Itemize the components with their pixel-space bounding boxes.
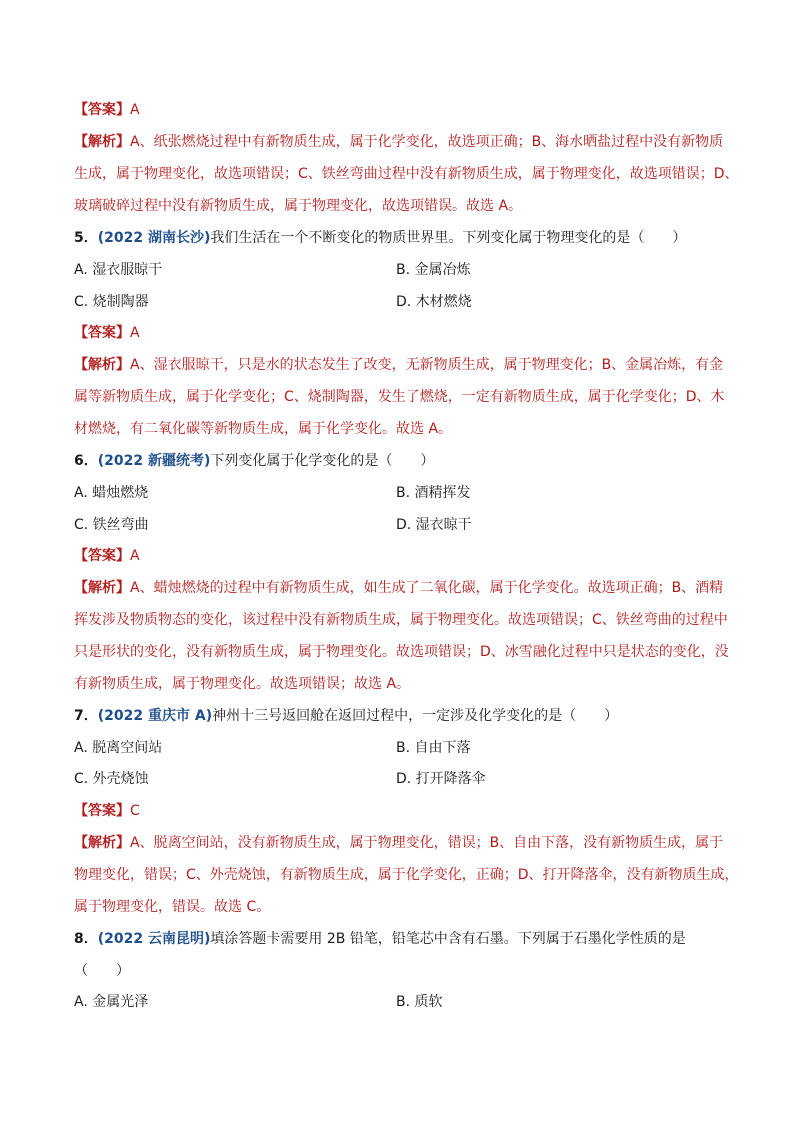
question-stem: 7．(2022 重庆市 A)神州十三号返回舱在返回过程中，一定涉及化学变化的是（ ） [74, 708, 619, 724]
analysis-line: 【解析】A、纸张燃烧过程中有新物质生成，属于化学变化，故选项正确；B、海水晒盐过程中没有新物质 [74, 134, 724, 150]
answer-value: A [130, 325, 140, 341]
question-stem: 6．(2022 新疆统考)下列变化属于化学变化的是（ ） [74, 453, 435, 469]
option-b: B. 自由下落 [396, 740, 471, 756]
answer-value: A [130, 102, 140, 118]
answer-label: 【答案】 [74, 803, 130, 819]
analysis-line: 材燃烧，有二氧化碳等新物质生成，属于化学变化。故选 A。 [74, 421, 453, 437]
analysis-line: 挥发涉及物质物态的变化，该过程中没有新物质生成，属于物理变化。故选项错误；C、铁丝弯曲的过程中 [74, 612, 728, 628]
analysis-label: 【解析】 [74, 357, 130, 373]
analysis-label: 【解析】 [74, 134, 130, 150]
option-a: A. 湿衣服晾干 [74, 262, 163, 278]
analysis-label: 【解析】 [74, 580, 130, 596]
analysis-line: 【解析】A、脱离空间站，没有新物质生成，属于物理变化，错误；B、自由下落，没有新物质生成，属于 [74, 835, 724, 851]
option-a: A. 脱离空间站 [74, 740, 163, 756]
option-a: A. 蜡烛燃烧 [74, 485, 149, 501]
answer-line [74, 100, 140, 120]
analysis-line: 属于物理变化，错误。故选 C。 [74, 899, 271, 915]
question-source: (2022 云南昆明) [97, 931, 211, 947]
option-b: B. 质软 [396, 994, 443, 1010]
question-source: (2022 重庆市 A) [97, 708, 213, 724]
answer-value: A [130, 548, 140, 564]
option-c: C. 外壳烧蚀 [74, 771, 149, 787]
option-a: A. 金属光泽 [74, 994, 149, 1010]
question-stem: 8．(2022 云南昆明)填涂答题卡需要用 2B 铅笔，铅笔芯中含有石墨。下列属于石墨化学性质的是 [74, 931, 686, 947]
analysis-line: 【解析】A、湿衣服晾干，只是水的状态发生了改变，无新物质生成，属于物理变化；B、金属冶炼，有金 [74, 357, 724, 373]
answer-label: 【答案】 [74, 548, 130, 564]
question-stem-cont: （ ） [74, 963, 130, 979]
analysis-line: 属等新物质生成，属于化学变化；C、烧制陶器，发生了燃烧，一定有新物质生成，属于化学变化；D、木 [74, 389, 725, 405]
question-source: (2022 湖南长沙) [97, 230, 211, 246]
answer-line [74, 546, 140, 566]
option-c: C. 铁丝弯曲 [74, 517, 149, 533]
analysis-line: 玻璃破碎过程中没有新物质生成，属于物理变化，故选项错误。故选 A。 [74, 198, 523, 214]
analysis-line: 有新物质生成，属于物理变化。故选项错误；故选 A。 [74, 676, 411, 692]
answer-line [74, 323, 140, 343]
answer-label: 【答案】 [74, 325, 130, 341]
analysis-line: 【解析】A、蜡烛燃烧的过程中有新物质生成，如生成了二氧化碳，属于化学变化。故选项正确；B、酒精 [74, 580, 724, 596]
option-b: B. 酒精挥发 [396, 485, 471, 501]
answer-line [74, 801, 140, 821]
option-d: D. 湿衣晾干 [396, 517, 472, 533]
answer-value: C [130, 803, 140, 819]
analysis-line: 物理变化，错误；C、外壳烧蚀，有新物质生成，属于化学变化，正确；D、打开降落伞，没有新物质生成， [74, 867, 739, 883]
question-stem: 5．(2022 湖南长沙)我们生活在一个不断变化的物质世界里。下列变化属于物理变化的是（ ） [74, 230, 687, 246]
analysis-line: 生成，属于物理变化，故选项错误；C、铁丝弯曲过程中没有新物质生成，属于物理变化，故选项错误；D、 [74, 166, 739, 182]
option-d: D. 木材燃烧 [396, 294, 472, 310]
question-source: (2022 新疆统考) [97, 453, 211, 469]
option-d: D. 打开降落伞 [396, 771, 486, 787]
option-c: C. 烧制陶器 [74, 294, 149, 310]
option-b: B. 金属冶炼 [396, 262, 471, 278]
answer-label: 【答案】 [74, 102, 130, 118]
analysis-line: 只是形状的变化，没有新物质生成，属于物理变化。故选项错误；D、冰雪融化过程中只是状态的变化，没 [74, 644, 729, 660]
analysis-label: 【解析】 [74, 835, 130, 851]
